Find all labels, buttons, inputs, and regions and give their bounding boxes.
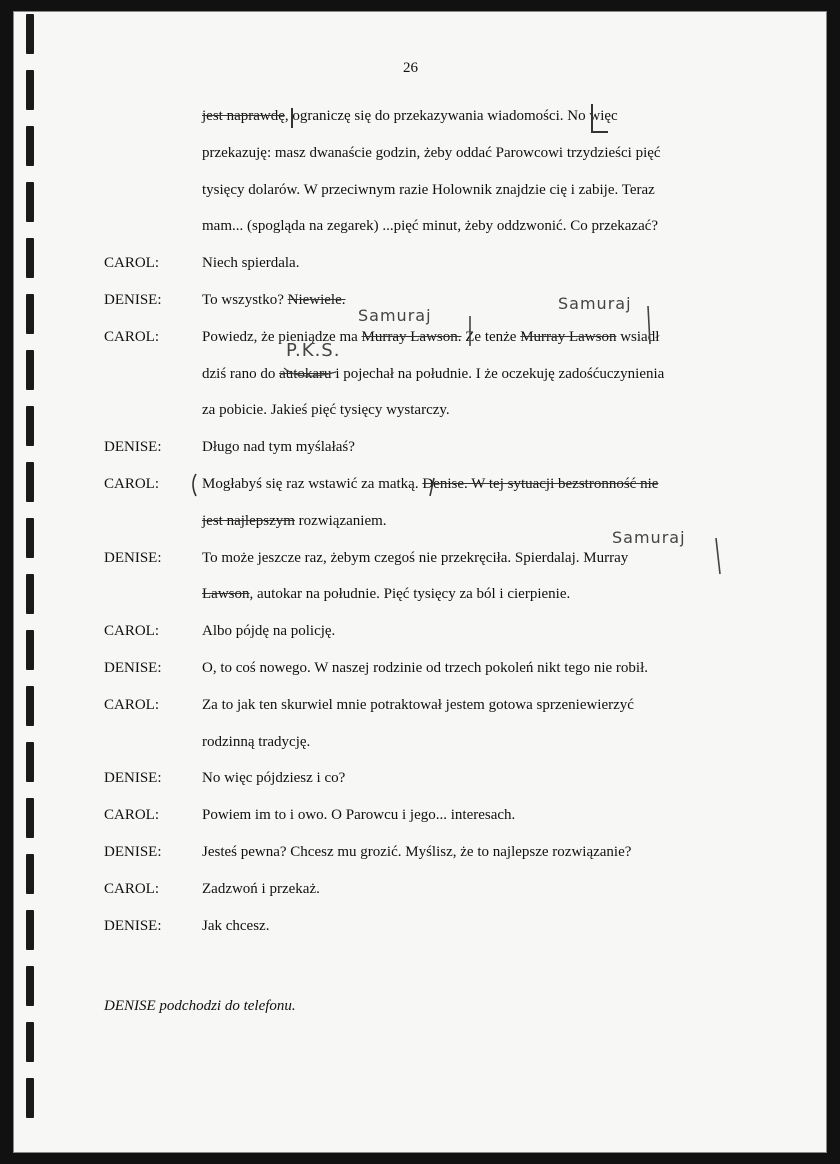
speaker-label: CAROL: [104,255,160,271]
binding-hole [26,294,34,334]
line-text: rozwiązaniem. [294,513,387,529]
speaker-label: CAROL: [104,476,160,492]
struck-text: Murray Lawson. [361,329,462,345]
dialogue-line [202,586,570,603]
dialogue-line [202,881,320,898]
line-text: Albo pójdę na policję. [202,623,336,639]
line-text: , ograniczę się do przekazywania wiadomości. No więc [284,108,618,124]
speaker-label: DENISE: [104,770,162,786]
binding-hole [26,798,34,838]
struck-text: Niewiele. [287,292,346,308]
handwritten-note-samuraj-2: Samuraj [558,294,632,313]
speaker-label: DENISE: [104,660,162,676]
dialogue-line [202,255,299,272]
struck-text: Murray Lawson [520,329,617,345]
speaker-label: CAROL: [104,697,160,713]
line-text: dziś rano do [202,366,280,382]
speaker-label: DENISE: [104,292,162,308]
line-text: O, to coś nowego. W naszej rodzinie od trzech pokoleń nikt tego nie robił. [202,660,649,676]
line-text: wsiadł [616,329,660,345]
handwritten-note-samuraj-3: Samuraj [612,528,686,547]
dialogue-line [202,623,335,640]
speaker-label: CAROL: [104,881,160,897]
dialogue-line [202,734,310,751]
binding-hole [26,238,34,278]
binding-hole [26,1022,34,1062]
line-text: Niech spierdala. [202,255,300,271]
line-text: To może jeszcze raz, żebym czegoś nie przekręciła. Spierdalaj. Murray [202,550,629,566]
speaker-label: CAROL: [104,623,160,639]
binding-hole [26,518,34,558]
line-text: za pobicie. Jakieś pięć tysięcy wystarczy. [202,402,450,418]
line-text: No więc pójdziesz i co? [202,770,346,786]
line-text: Mogłabyś się raz wstawić za matką. [202,476,423,492]
binding-hole [26,70,34,110]
page-number: 26 [403,60,418,76]
dialogue-line [202,697,634,714]
dialogue-line [202,476,658,493]
handwritten-note-pks: P.K.S. [286,340,341,361]
dialogue-line [202,145,661,162]
dialogue-line [202,402,450,419]
stage-direction: DENISE podchodzi do telefonu. [104,998,296,1014]
speaker-label: DENISE: [104,918,162,934]
line-text: mam... (spogląda na zegarek) ...pięć minut, żeby oddzwonić. Co przekazać? [202,218,659,234]
dialogue-line [202,439,355,456]
dialogue-line [202,918,269,935]
line-text: Jesteś pewna? Chcesz mu grozić. Myślisz, że to najlepsze rozwiązanie? [202,844,632,860]
line-text: To wszystko? [202,292,288,308]
binding-hole [26,182,34,222]
line-text: Powiem im to i owo. O Parowcu i jego... interesach. [202,807,516,823]
speaker-label: CAROL: [104,329,160,345]
line-text: Za to jak ten skurwiel mnie potraktował jestem gotowa sprzeniewierzyć [202,697,634,713]
binding-hole [26,14,34,54]
handwritten-note-samuraj-1: Samuraj [358,306,432,325]
dialogue-line [202,108,618,125]
dialogue-line [202,844,631,861]
binding-hole [26,350,34,390]
binding-hole [26,686,34,726]
binding-hole [26,742,34,782]
line-text: tysięcy dolarów. W przeciwnym razie Holownik znajdzie cię i zabije. Teraz [202,182,655,198]
binding-hole [26,854,34,894]
line-text: i pojechał na południe. I że oczekuję zadośćuczynienia [331,366,665,382]
binding-hole [26,1078,34,1118]
struck-text: Lawson [202,586,250,602]
line-text: , autokar na południe. Pięć tysięcy za ból i cierpienie. [249,586,571,602]
dialogue-line [202,550,628,567]
binding-hole [26,910,34,950]
binding-hole [26,574,34,614]
line-text: Zadzwoń i przekaż. [202,881,320,897]
dialogue-line [202,660,648,677]
line-text: Długo nad tym myślałaś? [202,439,355,455]
line-text: Powiedz, że pieniądze ma [202,329,362,345]
dialogue-line [202,513,387,530]
line-text: przekazuję: masz dwanaście godzin, żeby oddać Parowcowi trzydzieści pięć [202,145,661,161]
speaker-label: DENISE: [104,550,162,566]
binding-hole [26,406,34,446]
struck-text: Denise. W tej sytuacji bezstronność nie [422,476,659,492]
binding-hole [26,966,34,1006]
dialogue-line [202,807,515,824]
speaker-label: CAROL: [104,807,160,823]
binding-hole [26,630,34,670]
dialogue-line [202,366,664,383]
dialogue-line [202,329,659,346]
dialogue-line [202,218,658,235]
struck-text: jest naprawdę [202,108,285,124]
line-text: Że tenże [461,329,521,345]
binding-hole [26,126,34,166]
spiral-binding [26,14,38,1144]
line-text: rodzinną tradycję. [202,734,311,750]
line-text: Jak chcesz. [202,918,270,934]
binding-hole [26,462,34,502]
struck-text: jest najlepszym [202,513,295,529]
dialogue-line [202,182,655,199]
speaker-label: DENISE: [104,844,162,860]
dialogue-line [202,770,345,787]
struck-text: autokaru [279,366,332,382]
dialogue-line [202,292,346,309]
speaker-label: DENISE: [104,439,162,455]
